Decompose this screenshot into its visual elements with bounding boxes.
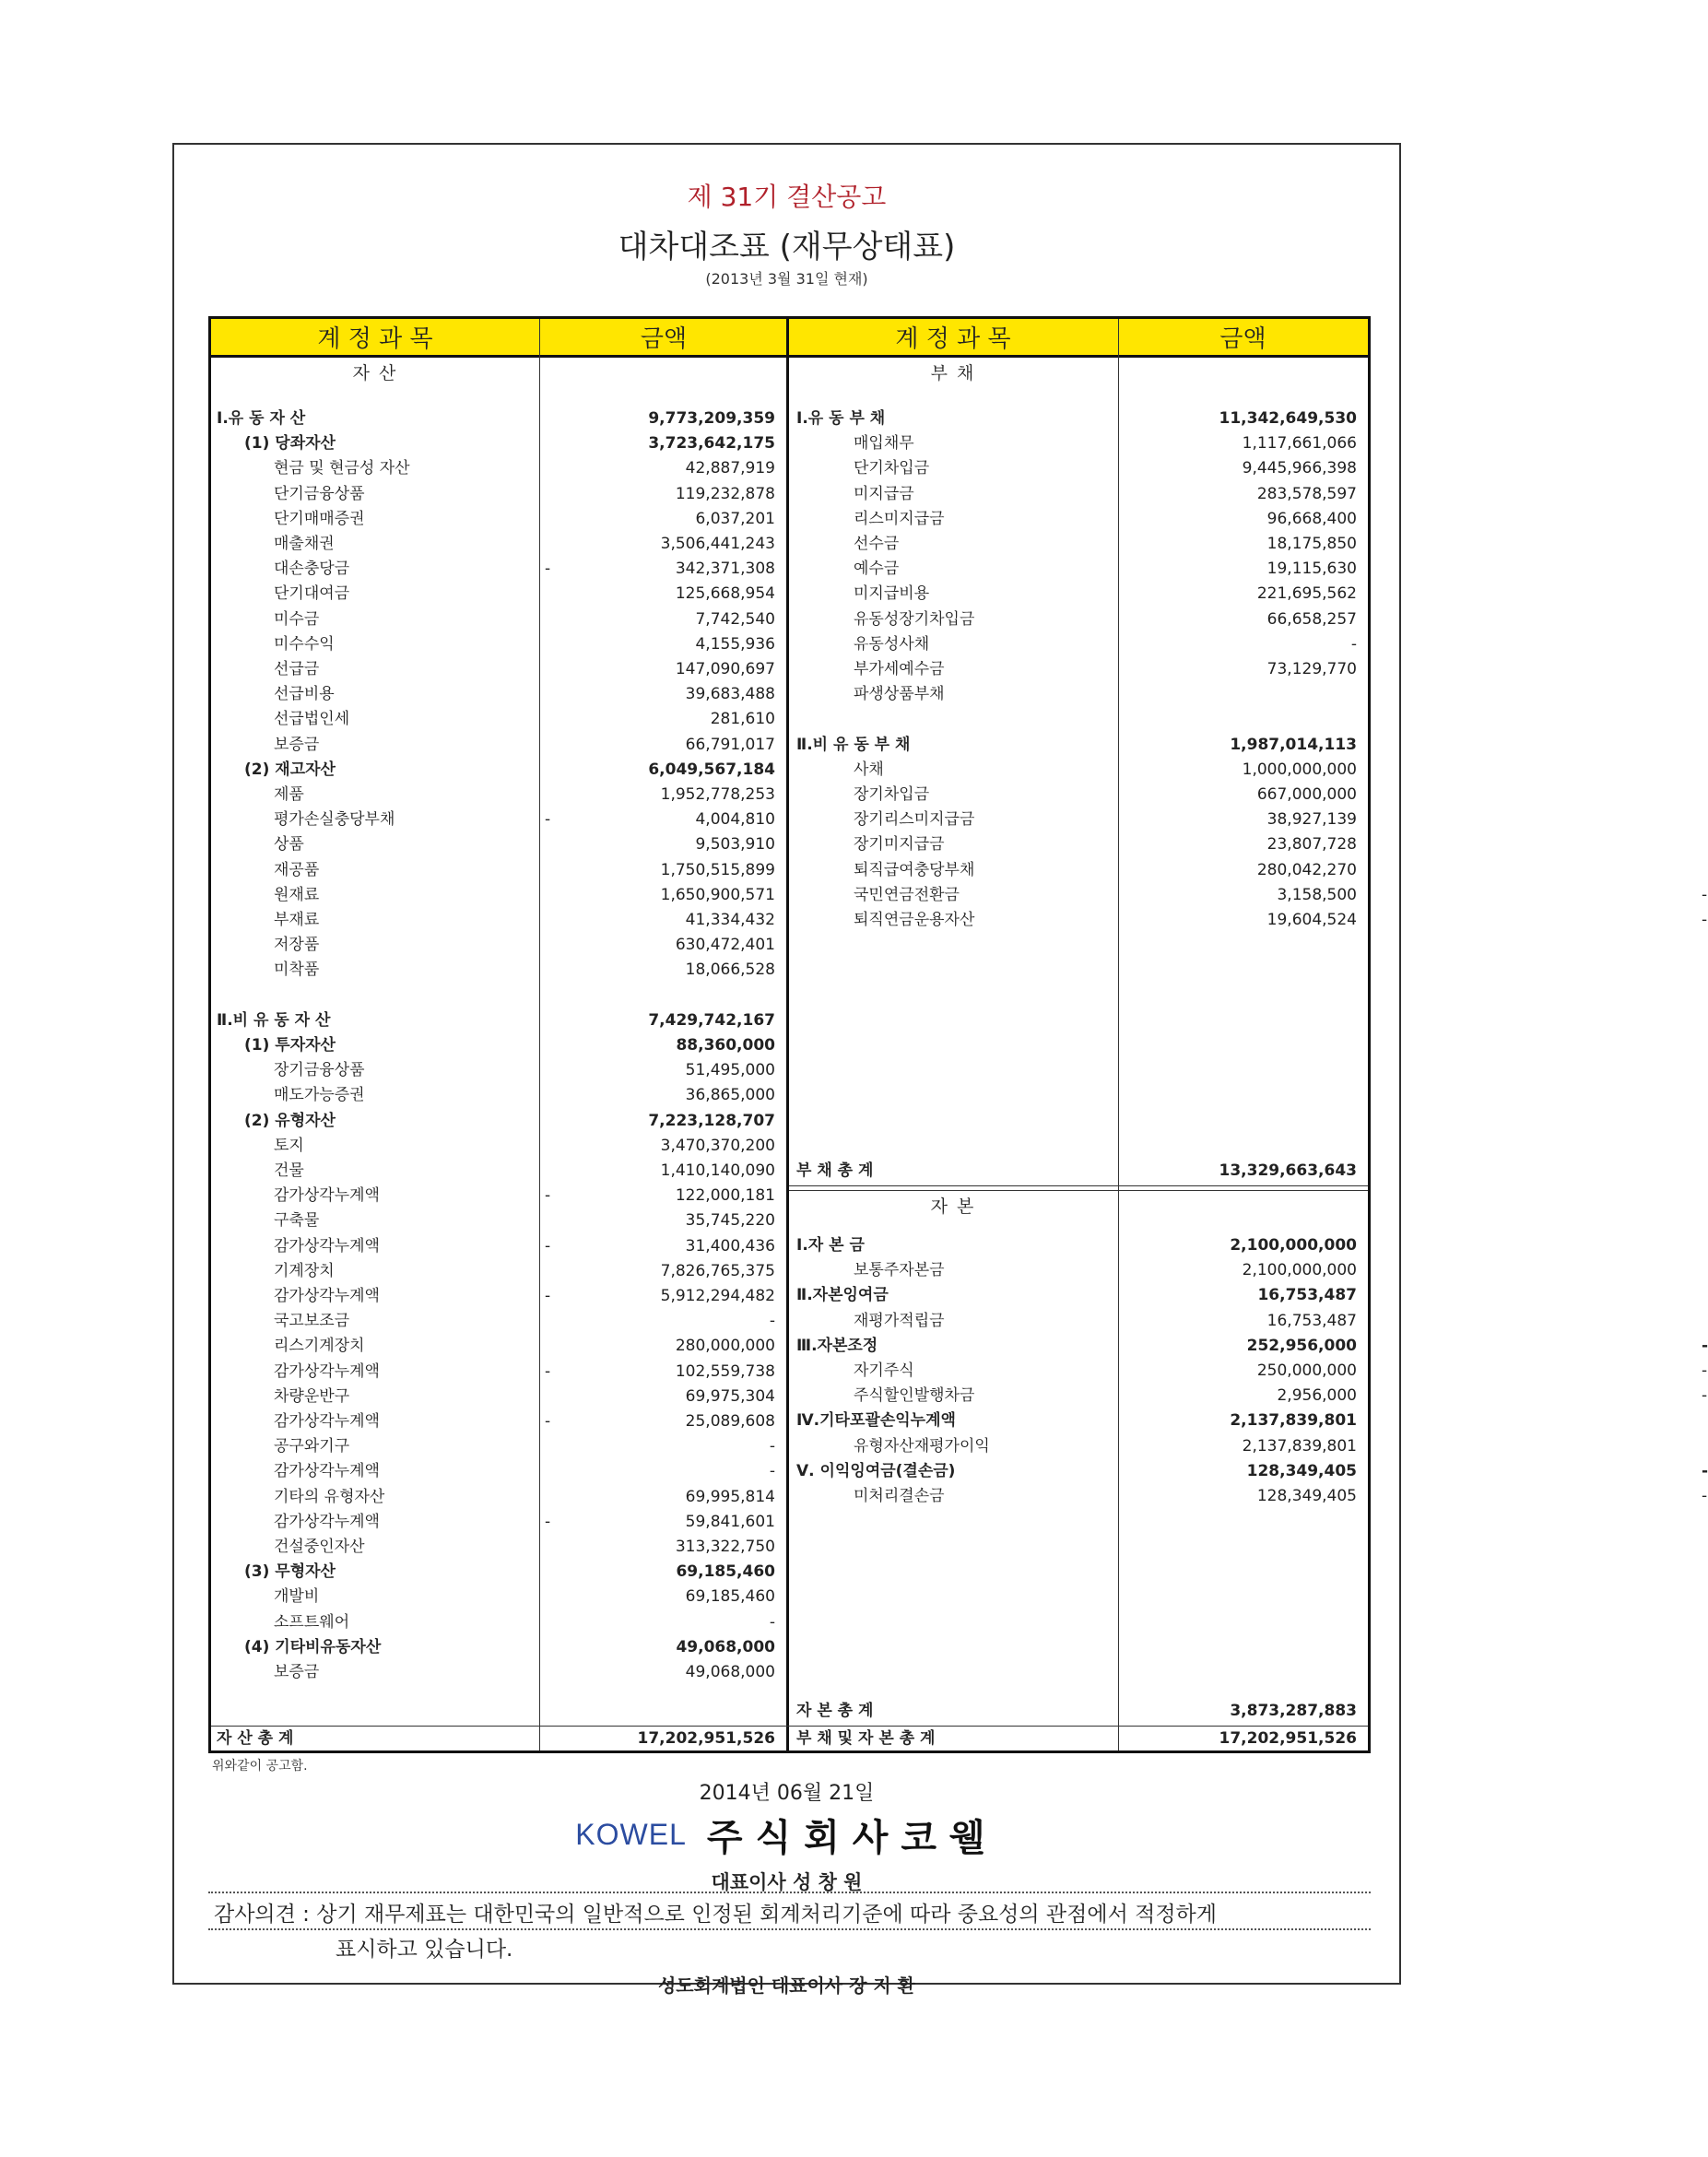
amount-value: 66,791,017 xyxy=(685,735,775,754)
account-label: 토지 xyxy=(274,1136,304,1155)
table-row xyxy=(789,607,1368,632)
amount-value: 221,695,562 xyxy=(1256,584,1357,604)
amount-value: 9,503,910 xyxy=(695,835,775,855)
account-label: 감가상각누계액 xyxy=(274,1186,380,1206)
account-label: 리스미지급금 xyxy=(854,509,945,528)
table-row xyxy=(211,933,786,958)
table-row xyxy=(789,1334,1708,1359)
company-logo: KOWEL xyxy=(575,1817,687,1851)
dotted-rule-top xyxy=(208,1892,1371,1893)
table-row xyxy=(789,507,1368,532)
table-row xyxy=(211,1485,786,1510)
table-row xyxy=(211,1385,786,1409)
table-row xyxy=(789,1384,1708,1409)
table-row xyxy=(211,1585,786,1609)
liab-equity-total-value: 17,202,951,526 xyxy=(1219,1729,1357,1748)
account-label: Ⅱ.비 유 동 부 채 xyxy=(796,735,911,754)
table-row xyxy=(211,532,786,557)
amount-value: 6,037,201 xyxy=(695,509,775,528)
amount-value: 5,912,294,482 xyxy=(660,1287,775,1305)
negative-sign: - xyxy=(1702,1336,1708,1355)
account-label: 미처리결손금 xyxy=(854,1487,945,1505)
amount-value: 69,995,814 xyxy=(685,1487,775,1506)
table-row xyxy=(211,1033,786,1058)
account-label: 기타의 유형자산 xyxy=(274,1487,385,1506)
statement-title: 대차대조표 (재무상태표) xyxy=(618,229,956,265)
amount-value: - xyxy=(1350,634,1357,654)
amount-value: 7,429,742,167 xyxy=(648,1010,775,1030)
account-label: 감가상각누계액 xyxy=(274,1512,380,1531)
table-row xyxy=(789,1409,1368,1433)
amount-value: 250,000,000 xyxy=(1256,1361,1357,1380)
header-account-left: 계 정 과 목 xyxy=(211,319,539,358)
amount-value: 41,334,432 xyxy=(685,911,775,929)
amount-value: 4,155,936 xyxy=(695,634,775,654)
account-label: 기계장치 xyxy=(274,1261,335,1280)
table-row xyxy=(211,707,786,732)
amount-value: 6,049,567,184 xyxy=(648,760,775,779)
amount-value: 3,723,642,175 xyxy=(648,434,775,454)
account-label: 감가상각누계액 xyxy=(274,1412,380,1431)
table-row xyxy=(211,1635,786,1660)
company-block xyxy=(172,1807,1401,1862)
amount-value: 59,841,601 xyxy=(685,1512,775,1531)
account-label: 선급법인세 xyxy=(274,710,350,729)
amount-value: 51,495,000 xyxy=(685,1061,775,1080)
negative-sign: - xyxy=(1702,911,1708,929)
amount-value: 2,137,839,801 xyxy=(1242,1436,1357,1456)
table-row xyxy=(789,532,1368,557)
table-row xyxy=(789,883,1708,908)
table-row xyxy=(789,858,1368,883)
amount-value: 283,578,597 xyxy=(1256,484,1357,503)
amount-value: 18,066,528 xyxy=(685,961,775,980)
equity-total-value: 3,873,287,883 xyxy=(1230,1702,1357,1720)
negative-sign: - xyxy=(545,1287,551,1305)
table-row xyxy=(211,607,786,632)
account-label: 보증금 xyxy=(274,735,320,754)
audit-opinion-line2: 표시하고 있습니다. xyxy=(336,1938,513,1962)
account-label: 대손충당금 xyxy=(274,560,350,579)
table-row xyxy=(789,1434,1368,1459)
account-label: 선급비용 xyxy=(274,685,335,704)
amount-value: 35,745,220 xyxy=(685,1211,775,1231)
table-row xyxy=(211,1284,786,1309)
amount-value: 1,650,900,571 xyxy=(660,885,775,904)
dotted-rule-middle xyxy=(208,1928,1371,1930)
table-row xyxy=(789,657,1368,682)
negative-sign: - xyxy=(1702,1361,1708,1380)
amount-value: 66,658,257 xyxy=(1266,609,1357,629)
account-label: 미지급비용 xyxy=(854,584,930,604)
account-label: 건설중인자산 xyxy=(274,1538,365,1556)
account-label: 감가상각누계액 xyxy=(274,1287,380,1305)
amount-value: 16,753,487 xyxy=(1257,1286,1357,1305)
table-row xyxy=(211,632,786,657)
negative-sign: - xyxy=(545,1236,551,1255)
table-row xyxy=(789,758,1368,783)
section-assets: 자 산 xyxy=(352,363,398,383)
table-row xyxy=(211,482,786,507)
table-row xyxy=(211,657,786,682)
ceo-name: 대표이사 성 창 원 xyxy=(711,1871,863,1893)
table-row xyxy=(789,908,1708,933)
account-label: 재평가적립금 xyxy=(854,1311,945,1330)
table-row xyxy=(211,582,786,607)
table-row xyxy=(211,1134,786,1159)
account-label: Ⅳ.기타포괄손익누계액 xyxy=(796,1411,956,1431)
amount-value: 19,604,524 xyxy=(1266,911,1357,929)
negative-sign: - xyxy=(545,1512,551,1531)
account-label: 단기금융상품 xyxy=(274,484,365,503)
amount-value: 7,223,128,707 xyxy=(648,1111,775,1130)
amount-value: 1,117,661,066 xyxy=(1242,434,1357,454)
amount-value: 147,090,697 xyxy=(675,660,775,678)
account-label: 리스기계장치 xyxy=(274,1337,365,1356)
table-row xyxy=(211,1208,786,1233)
table-row xyxy=(211,807,786,832)
equity-total-label: 자 본 총 계 xyxy=(796,1702,874,1720)
account-label: 단기차입금 xyxy=(854,459,930,478)
table-row xyxy=(789,482,1368,507)
divider-equity-top xyxy=(789,1190,1368,1191)
table-row xyxy=(211,1660,786,1685)
account-label: 미수금 xyxy=(274,609,320,629)
table-row xyxy=(789,807,1368,832)
negative-sign: - xyxy=(1702,1386,1708,1406)
table-row xyxy=(211,758,786,783)
amount-value: 16,753,487 xyxy=(1266,1311,1357,1330)
amount-value: 1,987,014,113 xyxy=(1230,735,1357,754)
amount-value: 281,610 xyxy=(710,710,775,729)
table-row xyxy=(211,1535,786,1560)
liabilities-total-row xyxy=(789,1159,1368,1184)
table-row xyxy=(789,582,1368,607)
divider-liab-total-top xyxy=(789,1185,1368,1186)
table-row xyxy=(211,1184,786,1208)
negative-sign: - xyxy=(545,810,551,830)
amount-value: 7,826,765,375 xyxy=(660,1261,775,1280)
amount-value: 1,410,140,090 xyxy=(660,1161,775,1180)
account-label: 퇴직연금운용자산 xyxy=(854,911,975,929)
account-label: 평가손실충당부채 xyxy=(274,810,395,830)
account-label: 장기차입금 xyxy=(854,785,930,804)
amount-value: 2,956,000 xyxy=(1277,1386,1357,1406)
table-row xyxy=(211,1334,786,1359)
account-label: 유동성사채 xyxy=(854,634,930,654)
amount-value: 2,100,000,000 xyxy=(1242,1261,1357,1280)
account-label: 저장품 xyxy=(274,936,320,955)
statement-date: (2013년 3월 31일 현재) xyxy=(705,270,868,288)
amount-value: 1,952,778,253 xyxy=(660,785,775,804)
amount-value: 125,668,954 xyxy=(675,584,775,604)
amount-value: 19,115,630 xyxy=(1266,560,1357,579)
account-label: 감가상각누계액 xyxy=(274,1236,380,1255)
amount-value: 39,683,488 xyxy=(685,685,775,704)
account-label: Ⅱ.자본잉여금 xyxy=(796,1286,889,1305)
table-row xyxy=(789,1233,1368,1258)
amount-value: 3,470,370,200 xyxy=(660,1136,775,1155)
liabilities-total-value: 13,329,663,643 xyxy=(1219,1161,1357,1180)
amount-value: 23,807,728 xyxy=(1266,835,1357,855)
account-label: (2) 재고자산 xyxy=(244,760,336,779)
account-label: 사채 xyxy=(854,760,884,779)
account-label: 국고보조금 xyxy=(274,1312,350,1331)
table-row xyxy=(789,557,1368,582)
amount-value: 3,506,441,243 xyxy=(660,535,775,553)
company-name: 주식회사코웰 xyxy=(706,1816,998,1859)
amount-value: 4,004,810 xyxy=(695,810,775,830)
amount-value: 128,349,405 xyxy=(1256,1487,1357,1505)
amount-value: 667,000,000 xyxy=(1256,785,1357,804)
table-row xyxy=(211,908,786,933)
amount-value: 7,742,540 xyxy=(695,609,775,629)
account-label: 파생상품부채 xyxy=(854,685,945,704)
account-label: 장기리스미지급금 xyxy=(854,810,975,830)
account-label: 제품 xyxy=(274,785,304,804)
table-row xyxy=(211,1610,786,1635)
account-label: 유동성장기차입금 xyxy=(854,609,975,629)
account-label: 부가세예수금 xyxy=(854,660,945,678)
table-row xyxy=(211,1360,786,1385)
account-label: Ⅱ.비 유 동 자 산 xyxy=(217,1010,331,1030)
account-label: 선급금 xyxy=(274,660,320,678)
table-row xyxy=(789,1484,1708,1509)
header-amount-right: 금액 xyxy=(1118,319,1368,358)
balance-sheet-table xyxy=(208,316,1708,1753)
table-row xyxy=(789,632,1368,657)
table-row xyxy=(211,1560,786,1585)
header-account-right: 계 정 과 목 xyxy=(788,319,1118,358)
account-label: 매출채권 xyxy=(274,535,335,553)
table-row xyxy=(211,733,786,758)
amount-value: 313,322,750 xyxy=(675,1538,775,1556)
amount-value: 630,472,401 xyxy=(675,936,775,955)
amount-value: 280,000,000 xyxy=(675,1337,775,1356)
amount-value: 252,956,000 xyxy=(1246,1336,1357,1355)
table-row xyxy=(789,1283,1368,1308)
negative-sign: - xyxy=(1702,1487,1708,1505)
account-label: (4) 기타비유동자산 xyxy=(244,1637,382,1656)
table-row xyxy=(211,958,786,983)
amount-value: 69,975,304 xyxy=(685,1386,775,1406)
amount-value: 1,000,000,000 xyxy=(1242,760,1357,779)
account-label: 예수금 xyxy=(854,560,900,579)
account-label: 선수금 xyxy=(854,535,900,553)
table-row xyxy=(211,1159,786,1184)
amount-value: 31,400,436 xyxy=(685,1236,775,1255)
table-row xyxy=(789,1359,1708,1384)
table-row xyxy=(211,883,786,908)
assets-total-row xyxy=(211,1727,786,1751)
table-row xyxy=(789,1459,1708,1484)
table-row xyxy=(211,1409,786,1434)
negative-sign: - xyxy=(1702,885,1708,904)
amount-value: 122,000,181 xyxy=(675,1186,775,1206)
table-row xyxy=(789,783,1368,807)
account-label: 원재료 xyxy=(274,885,320,904)
account-label: 차량운반구 xyxy=(274,1386,350,1406)
table-row xyxy=(211,1083,786,1108)
amount-value: 9,773,209,359 xyxy=(648,409,775,428)
auditor-signature: 성도회계법인 대표이사 장 지 환 xyxy=(657,1974,915,1997)
table-row xyxy=(211,858,786,883)
table-row xyxy=(211,431,786,456)
notice-title: 제 31기 결산공고 xyxy=(687,182,887,212)
table-row xyxy=(211,783,786,807)
amount-value: 2,137,839,801 xyxy=(1230,1411,1357,1431)
account-label: 미착품 xyxy=(274,961,320,980)
table-row xyxy=(211,1058,786,1083)
table-row xyxy=(789,1258,1368,1283)
assets-total-value: 17,202,951,526 xyxy=(637,1729,775,1748)
amount-value: 69,185,460 xyxy=(685,1587,775,1607)
table-row xyxy=(789,832,1368,857)
table-row xyxy=(789,707,1368,732)
table-row xyxy=(789,407,1368,431)
section-equity: 자 본 xyxy=(930,1196,976,1217)
amount-value: - xyxy=(769,1437,775,1456)
table-row xyxy=(211,1459,786,1484)
section-liabilities: 부 채 xyxy=(930,363,976,383)
account-label: 재공품 xyxy=(274,860,320,879)
table-row xyxy=(789,682,1368,707)
amount-value: - xyxy=(769,1612,775,1632)
account-label: 자기주식 xyxy=(854,1361,914,1380)
table-row xyxy=(789,431,1368,456)
amount-value: 2,100,000,000 xyxy=(1230,1236,1357,1255)
amount-value: 3,158,500 xyxy=(1277,885,1357,904)
account-label: 장기미지급금 xyxy=(854,835,945,855)
account-label: 장기금융상품 xyxy=(274,1061,365,1080)
account-label: 구축물 xyxy=(274,1211,320,1231)
account-label: 부재료 xyxy=(274,911,320,929)
assets-total-label: 자 산 총 계 xyxy=(217,1729,294,1748)
liabilities-total-label: 부 채 총 계 xyxy=(796,1161,874,1180)
account-label: 개발비 xyxy=(274,1587,320,1607)
account-label: 보증금 xyxy=(274,1663,320,1681)
negative-sign: - xyxy=(545,1361,551,1381)
account-label: 미수수익 xyxy=(274,634,335,654)
notice-note: 위와같이 공고함. xyxy=(212,1759,308,1774)
amount-value: 96,668,400 xyxy=(1266,509,1357,528)
account-label: Ⅰ.자 본 금 xyxy=(796,1236,865,1255)
account-label: 유형자산재평가이익 xyxy=(854,1436,990,1456)
equity-total-row xyxy=(789,1699,1368,1724)
negative-sign: - xyxy=(1702,1461,1708,1480)
amount-value: 36,865,000 xyxy=(685,1086,775,1105)
table-row xyxy=(789,733,1368,758)
amount-value: 38,927,139 xyxy=(1266,810,1357,830)
negative-sign: - xyxy=(545,560,551,579)
account-label: 매입채무 xyxy=(854,434,914,454)
amount-value: - xyxy=(769,1312,775,1331)
account-label: 주식할인발행차금 xyxy=(854,1386,975,1406)
liab-equity-total-label: 부 채 및 자 본 총 계 xyxy=(796,1729,936,1748)
account-label: 감가상각누계액 xyxy=(274,1462,380,1481)
account-label: Ⅰ.유 동 자 산 xyxy=(217,409,306,428)
table-row xyxy=(211,1109,786,1134)
account-label: 상품 xyxy=(274,835,304,855)
amount-value: 25,089,608 xyxy=(685,1412,775,1431)
account-label: Ⅲ.자본조정 xyxy=(796,1336,878,1355)
account-label: 소프트웨어 xyxy=(274,1612,350,1632)
account-label: 단기대여금 xyxy=(274,584,350,604)
table-row xyxy=(789,456,1368,481)
amount-value: 18,175,850 xyxy=(1266,535,1357,553)
amount-value: 1,750,515,899 xyxy=(660,860,775,879)
table-row xyxy=(211,1434,786,1459)
amount-value: 42,887,919 xyxy=(685,459,775,478)
account-label: 퇴직급여충당부채 xyxy=(854,860,975,879)
amount-value: 11,342,649,530 xyxy=(1219,409,1357,428)
account-label: 보통주자본금 xyxy=(854,1261,945,1280)
negative-sign: - xyxy=(545,1412,551,1431)
table-row xyxy=(211,682,786,707)
account-label: (2) 유형자산 xyxy=(244,1111,336,1130)
account-label: 단기매매증권 xyxy=(274,509,365,528)
amount-value: - xyxy=(769,1462,775,1481)
table-row xyxy=(211,984,786,1008)
account-label: (1) 당좌자산 xyxy=(244,434,336,454)
account-label: 매도가능증권 xyxy=(274,1086,365,1105)
amount-value: 119,232,878 xyxy=(675,484,775,503)
table-row xyxy=(211,456,786,481)
account-label: 공구와기구 xyxy=(274,1437,350,1456)
table-row xyxy=(789,1309,1368,1334)
amount-value: 342,371,308 xyxy=(675,560,775,579)
table-row xyxy=(211,1008,786,1033)
notice-date: 2014년 06월 21일 xyxy=(699,1782,875,1805)
table-row xyxy=(211,832,786,857)
amount-value: 49,068,000 xyxy=(676,1637,775,1656)
table-row xyxy=(211,1259,786,1284)
table-row xyxy=(211,507,786,532)
account-label: (1) 투자자산 xyxy=(244,1036,336,1055)
header-amount-left: 금액 xyxy=(539,319,788,358)
table-row xyxy=(211,1234,786,1259)
table-row xyxy=(211,1309,786,1334)
table-row xyxy=(211,1510,786,1535)
amount-value: 69,185,460 xyxy=(676,1562,775,1582)
amount-value: 88,360,000 xyxy=(676,1036,775,1055)
account-label: 건물 xyxy=(274,1161,304,1180)
amount-value: 102,559,738 xyxy=(675,1361,775,1381)
amount-value: 280,042,270 xyxy=(1256,860,1357,879)
account-label: Ⅴ. 이익잉여금(결손금) xyxy=(796,1461,956,1480)
table-row xyxy=(211,407,786,431)
audit-opinion-line1: 감사의견 : 상기 재무제표는 대한민국의 일반적으로 인정된 회계처리기준에 따라 중요성의 관점에서 적정하게 xyxy=(214,1903,1217,1927)
amount-value: 9,445,966,398 xyxy=(1242,459,1357,478)
negative-sign: - xyxy=(545,1186,551,1206)
amount-value: 49,068,000 xyxy=(685,1663,775,1681)
account-label: 국민연금전환금 xyxy=(854,885,960,904)
account-label: 현금 및 현금성 자산 xyxy=(274,459,410,478)
amount-value: 73,129,770 xyxy=(1266,660,1357,678)
table-row xyxy=(211,557,786,582)
amount-value: 128,349,405 xyxy=(1246,1461,1357,1480)
account-label: Ⅰ.유 동 부 채 xyxy=(796,409,886,428)
account-label: (3) 무형자산 xyxy=(244,1562,336,1582)
account-label: 감가상각누계액 xyxy=(274,1361,380,1381)
liab-equity-total-row xyxy=(789,1727,1368,1751)
account-label: 미지급금 xyxy=(854,484,914,503)
